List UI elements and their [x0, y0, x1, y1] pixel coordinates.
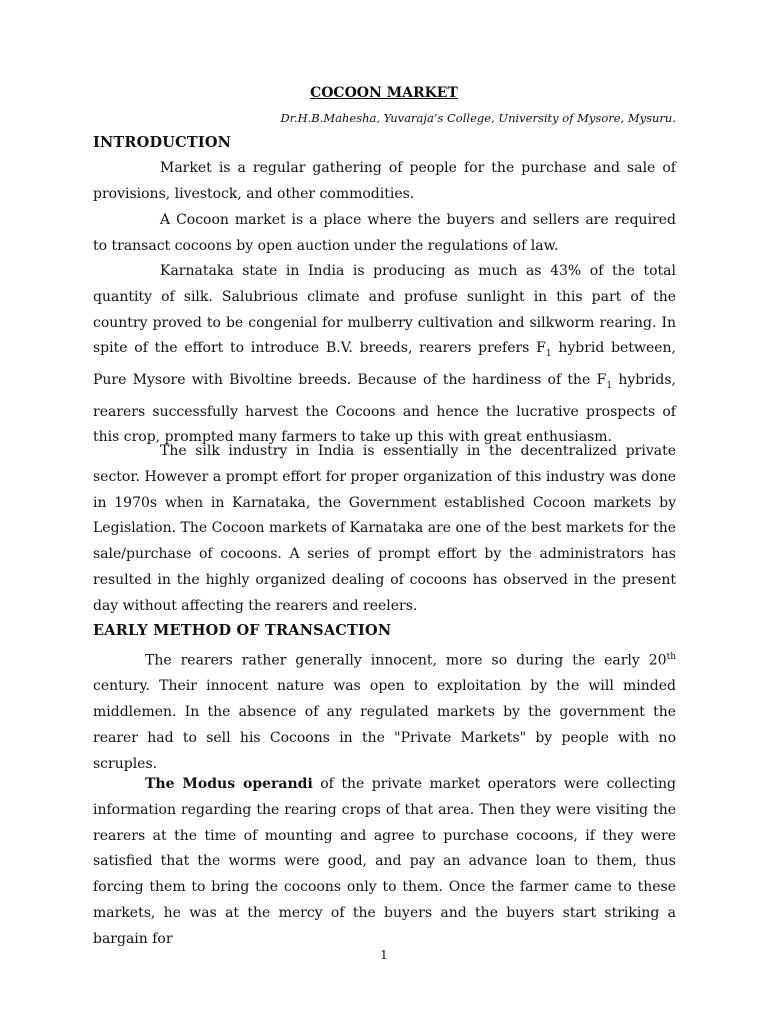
- paragraph-karnataka-silk: [93, 259, 676, 451]
- page-title: COCOON MARKET: [310, 85, 458, 101]
- text-run: of the private market operators were collecting information regarding the rearing crops of that area. Then they were visiting the rearers at the time of mounting and agree to purchase cocoons, if they were satisfied that the worms were good, and pay an advance loan to them, thus forcing them to bring the cocoons only to them. Once the farmer came to these markets, he was at the mercy of the buyers and the buyers start striking a bargain for: [93, 776, 676, 947]
- subscript: 1: [545, 349, 552, 360]
- paragraph-cocoon-market-definition: A Cocoon market is a place where the buyers and sellers are required to transact cocoons by open auction under the regulations of law.: [93, 212, 676, 254]
- paragraph-silk-industry: The silk industry in India is essentially in the decentralized private sector. However a prompt effort for proper organization of this industry was done in 1970s when in Karnataka, the Government established Cocoon markets by Legislation. The Cocoon markets of Karnataka are one of the best markets for the sale/purchase of cocoons. A series of prompt effort by the administrators has resulted in the highly organized dealing of cocoons has observed in the present day without affecting the rearers and reelers.: [93, 443, 676, 614]
- paragraph-market-definition: Market is a regular gathering of people for the purchase and sale of provisions, livestock, and other commodities.: [93, 160, 676, 202]
- section-heading-introduction: INTRODUCTION: [93, 134, 232, 151]
- text-run: hybrid between, Pure Mysore with Bivoltine breeds. Because of the hardiness of the F: [93, 340, 676, 388]
- author-line: Dr.H.B.Mahesha, Yuvaraja’s College, University of Mysore, Mysuru.: [280, 111, 676, 125]
- paragraph-rearers-innocent: [93, 645, 676, 778]
- paragraph-modus-operandi: [93, 772, 676, 953]
- bold-term: The Modus operandi: [145, 776, 313, 792]
- text-run: Karnataka state in India is producing as much as 43% of the total quantity of silk. Salubrious climate and profuse sunlight in this part of the country proved to be congenial for mulberry cultivation and silkworm rearing. In spite of the effort to introduce B.V. breeds, rearers prefers F: [93, 263, 676, 357]
- subscript: 1: [606, 380, 613, 391]
- section-heading-early-method: EARLY METHOD OF TRANSACTION: [93, 622, 392, 639]
- text-run: hybrids, rearers successfully harvest the Cocoons and hence the lucrative prospects of this crop, prompted many farmers to take up this with great enthusiasm.: [93, 371, 676, 446]
- text-run: century. Their innocent nature was open to exploitation by the will minded middlemen. In the absence of any regulated markets by the government the rearer had to sell his Cocoons in the "Private Markets" by people with no scruples.: [93, 678, 676, 772]
- superscript: th: [666, 652, 676, 662]
- page-number: 1: [380, 948, 388, 962]
- text-run: The rearers rather generally innocent, more so during the early 20: [145, 652, 667, 669]
